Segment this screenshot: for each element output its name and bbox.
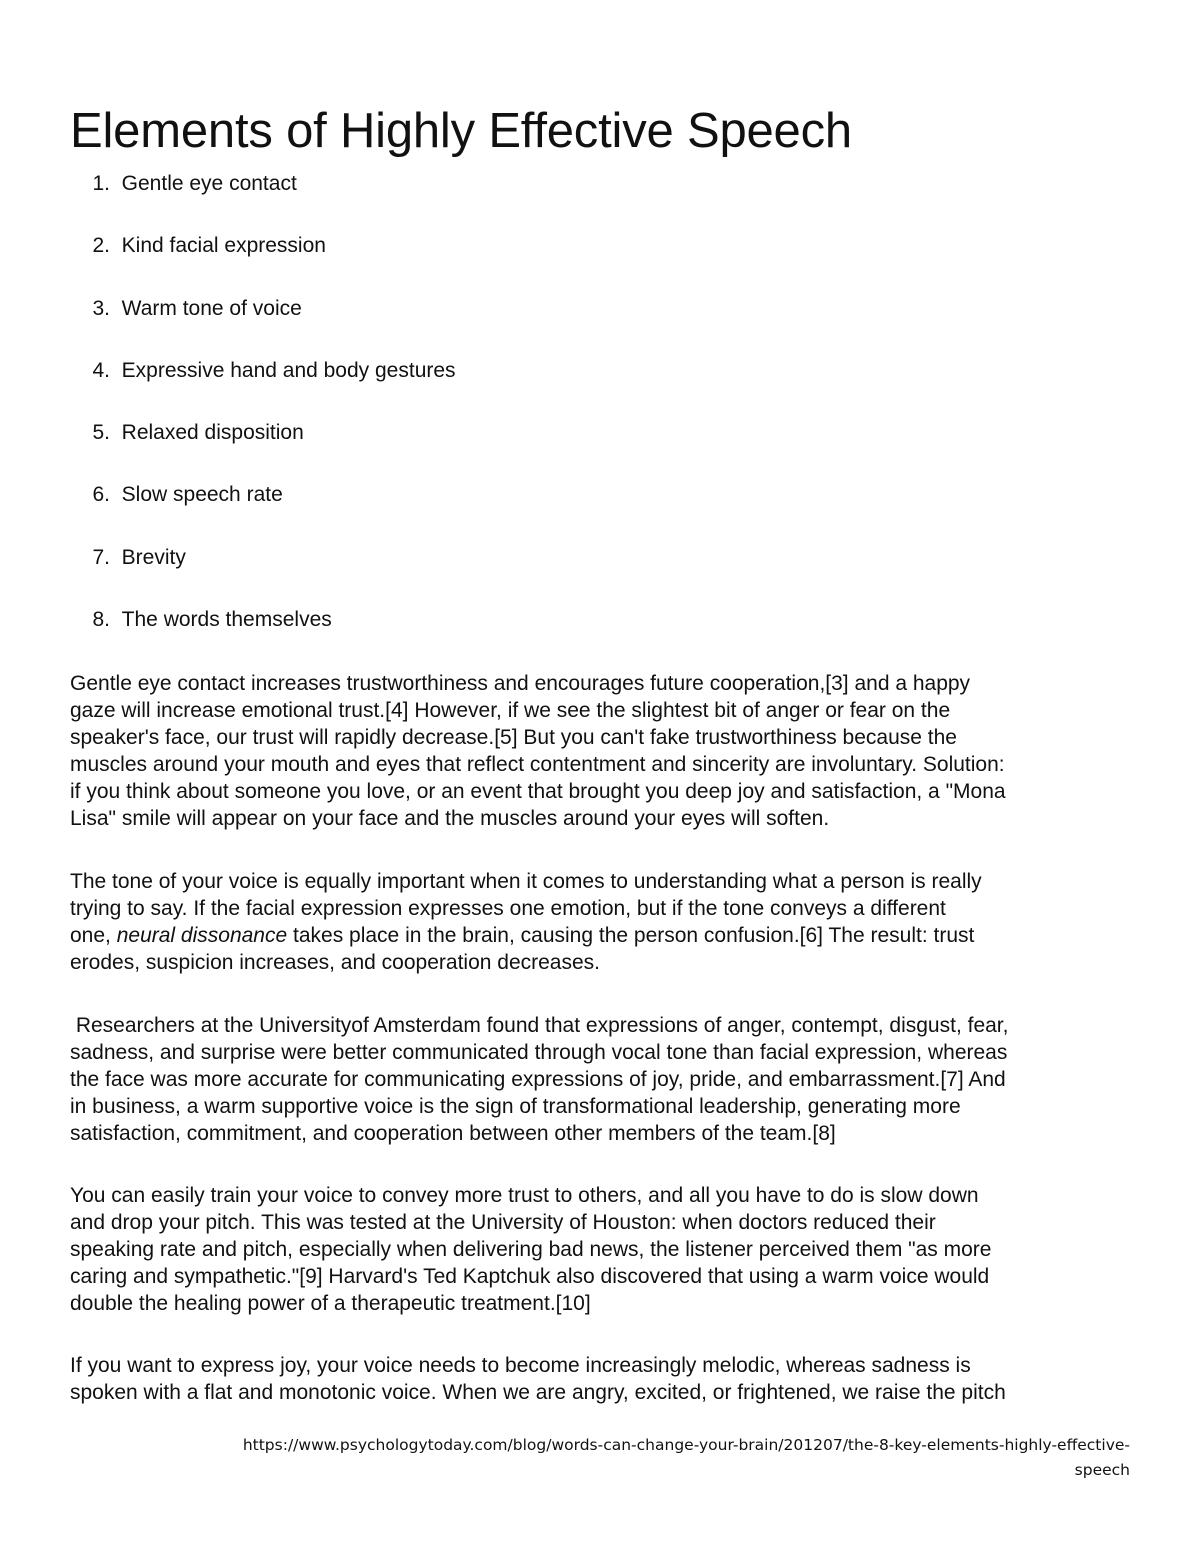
paragraph-line: Gentle eye contact increases trustworthiness and encourages future cooperation,[3] and a happy — [70, 672, 971, 695]
list-item-text: Expressive hand and body gestures — [121, 358, 456, 382]
paragraph-line — [70, 922, 1130, 949]
list-item — [70, 542, 456, 604]
paragraph-line: Lisa" smile will appear on your face and the muscles around your eyes will soften. — [70, 807, 830, 830]
list-item — [70, 168, 456, 230]
list-item — [70, 479, 456, 541]
list-item-text: Kind facial expression — [121, 234, 326, 258]
list-item-text: The words themselves — [121, 608, 332, 632]
paragraph-text: one, — [70, 924, 117, 947]
list-item-number: 4. — [92, 358, 110, 382]
list-item — [70, 604, 456, 666]
source-url-line: https://www.psychologytoday.com/blog/words-can-change-your-brain/201207/the-8-key-elements-highly-effective- — [242, 1436, 1130, 1454]
list-item-text: Warm tone of voice — [121, 296, 302, 320]
paragraph-line: erodes, suspicion increases, and cooperation decreases. — [70, 951, 600, 974]
paragraph-line: double the healing power of a therapeutic treatment.[10] — [70, 1292, 591, 1315]
paragraph-line: caring and sympathetic."[9] Harvard's Ted Kaptchuk also discovered that using a warm voice would — [70, 1265, 990, 1288]
paragraph-line: Researchers at the Universityof Amsterdam found that expressions of anger, contempt, disgust, fear, — [70, 1014, 1009, 1037]
list-item — [70, 355, 456, 417]
paragraph-line: spoken with a flat and monotonic voice. When we are angry, excited, or frightened, we raise the pitch — [70, 1381, 1006, 1404]
list-item-number: 8. — [92, 608, 110, 632]
list-item — [70, 230, 456, 292]
paragraph-line: muscles around your mouth and eyes that reflect contentment and sincerity are involuntary. Solution: — [70, 753, 1005, 776]
list-item-number: 1. — [92, 172, 110, 195]
list-item-text: Slow speech rate — [121, 483, 283, 507]
paragraph-text: takes place in the brain, causing the person confusion.[6] The result: trust — [287, 924, 975, 947]
list-item-number: 7. — [92, 545, 110, 569]
paragraph-line: The tone of your voice is equally important when it comes to understanding what a person is really — [70, 870, 982, 893]
paragraph-line: in business, a warm supportive voice is the sign of transformational leadership, generating more — [70, 1095, 961, 1118]
paragraph-line: trying to say. If the facial expression expresses one emotion, but if the tone conveys a different — [70, 897, 946, 920]
document-page — [70, 0, 1130, 1553]
list-item-text: Gentle eye contact — [121, 172, 297, 195]
page-title: Elements of Highly Effective Speech — [70, 104, 852, 158]
paragraph-line: the face was more accurate for communicating expressions of joy, pride, and embarrassment.[7] And — [70, 1068, 1006, 1091]
paragraph-tone-of-voice — [70, 868, 1130, 976]
list-item — [70, 417, 456, 479]
list-item-number: 3. — [92, 296, 110, 320]
list-item-number: 5. — [92, 421, 110, 445]
paragraph-line: and drop your pitch. This was tested at the University of Houston: when doctors reduced their — [70, 1211, 936, 1234]
paragraph-line: You can easily train your voice to convey more trust to others, and all you have to do is slow down — [70, 1184, 979, 1207]
elements-list — [70, 168, 456, 666]
emphasis-term: neural dissonance — [116, 924, 288, 947]
list-item-number: 6. — [92, 483, 110, 507]
paragraph-eye-contact — [70, 670, 1130, 832]
list-item-number: 2. — [92, 234, 110, 258]
list-item — [70, 293, 456, 355]
paragraph-express-joy — [70, 1352, 1130, 1406]
paragraph-train-voice — [70, 1182, 1130, 1317]
paragraph-line: speaking rate and pitch, especially when delivering bad news, the listener perceived them "as more — [70, 1238, 992, 1261]
list-item-text: Relaxed disposition — [121, 421, 304, 445]
source-url — [70, 1433, 1130, 1483]
paragraph-line: gaze will increase emotional trust.[4] However, if we see the slightest bit of anger or fear on the — [70, 699, 951, 722]
paragraph-researchers — [70, 1012, 1130, 1147]
paragraph-line: If you want to express joy, your voice needs to become increasingly melodic, whereas sadness is — [70, 1354, 971, 1377]
paragraph-line: sadness, and surprise were better communicated through vocal tone than facial expression, whereas — [70, 1041, 1008, 1064]
paragraph-line: satisfaction, commitment, and cooperation between other members of the team.[8] — [70, 1122, 836, 1145]
paragraph-line: speaker's face, our trust will rapidly decrease.[5] But you can't fake trustworthiness because the — [70, 726, 957, 749]
paragraph-line: if you think about someone you love, or an event that brought you deep joy and satisfaction, a "Mona — [70, 780, 1006, 803]
list-item-text: Brevity — [121, 545, 186, 569]
source-url-line: speech — [1074, 1461, 1130, 1479]
